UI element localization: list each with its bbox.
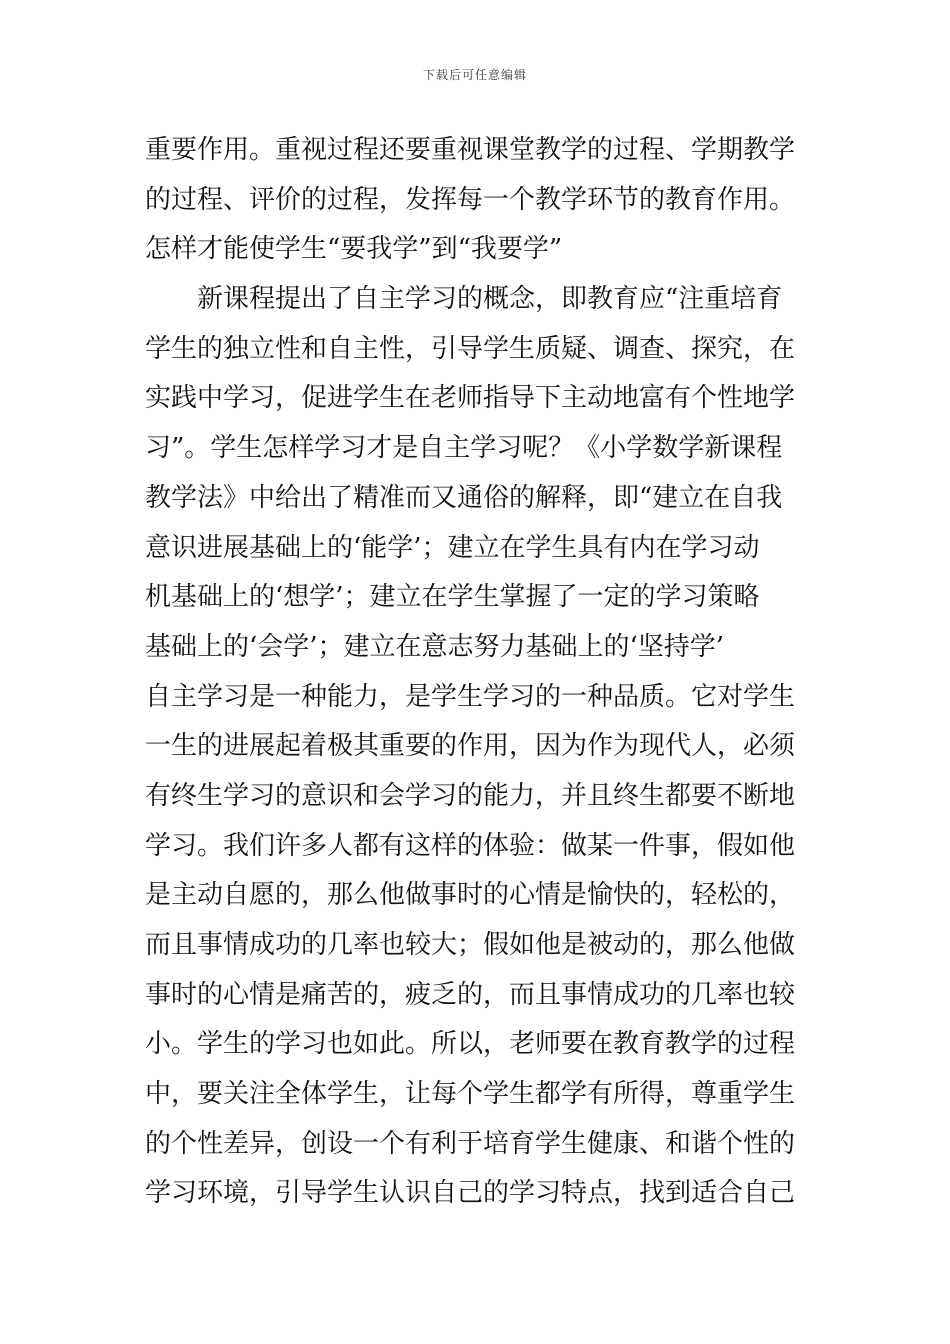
text-line-4: 新课程提出了自主学习的概念，即教育应“注重培育 <box>197 284 783 315</box>
text-line-8: 教学法》中给出了精准而又通俗的解释，即“建立在自我 <box>145 482 783 513</box>
text-line-17: 而且事情成功的几率也较大；假如他是被动的，那么他做 <box>145 930 796 960</box>
text-line-5: 学生的独立性和自主性，引导学生质疑、调查、探究，在 <box>145 333 796 364</box>
text-line-22: 学习环境，引导学生认识自己的学习特点，找到适合自己 <box>145 1178 796 1209</box>
text-line-7: 习”。学生怎样学习才是自主学习呢？《小学数学新课程 <box>145 433 783 464</box>
text-line-12: 自主学习是一种能力，是学生学习的一种品质。它对学生 <box>145 681 796 712</box>
header-note: 下载后可任意编辑 <box>422 68 527 82</box>
text-line-2: 的过程、评价的过程，发挥每一个教学环节的教育作用。 <box>145 184 796 215</box>
text-line-10: 机基础上的‘想学’；建立在学生掌握了一定的学习策略 <box>145 582 760 613</box>
body-text <box>145 126 815 1219</box>
text-line-11: 基础上的‘会学’；建立在意志努力基础上的‘坚持学’ <box>145 631 725 662</box>
text-line-20: 中，要关注全体学生，让每个学生都学有所得，尊重学生 <box>145 1079 796 1110</box>
text-line-15: 学习。我们许多人都有这样的体验：做某一件事，假如他 <box>145 830 796 861</box>
text-line-6: 实践中学习，促进学生在老师指导下主动地富有个性地学 <box>145 383 796 414</box>
text-line-19: 小。学生的学习也如此。所以，老师要在教育教学的过程 <box>145 1029 796 1060</box>
text-line-18: 事时的心情是痛苦的，疲乏的，而且事情成功的几率也较 <box>145 979 796 1010</box>
text-line-14: 有终生学习的意识和会学习的能力，并且终生都要不断地 <box>145 780 796 811</box>
text-line-21: 的个性差异，创设一个有利于培育学生健康、和谐个性的 <box>145 1128 796 1159</box>
text-line-3: 怎样才能使学生“要我学”到“我要学” <box>145 234 563 265</box>
text-line-9: 意识进展基础上的‘能学’；建立在学生具有内在学习动 <box>145 532 760 563</box>
text-line-1: 重要作用。重视过程还要重视课堂教学的过程、学期教学 <box>145 135 796 165</box>
text-line-13: 一生的进展起着极其重要的作用，因为作为现代人，必须 <box>145 731 796 762</box>
text-line-16: 是主动自愿的，那么他做事时的心情是愉快的，轻松的， <box>145 880 796 911</box>
